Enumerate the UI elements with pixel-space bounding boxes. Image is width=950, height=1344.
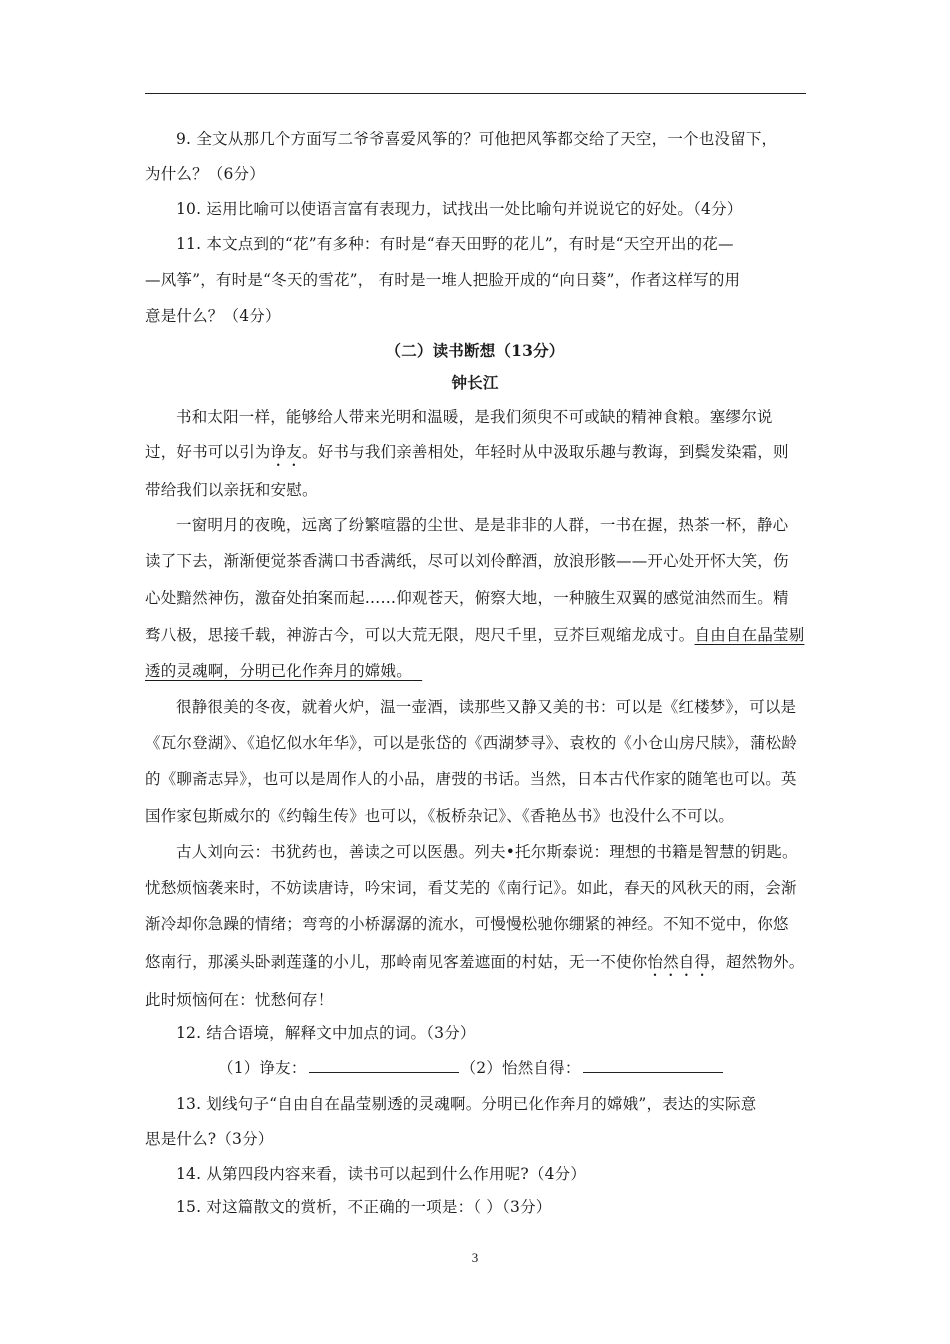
question-11-line-2: —风筝”，有时是“冬天的雪花”， 有时是一堆人把脸开成的“向日葵”，作者这样写的用	[145, 271, 741, 289]
question-13-line-1: 13. 划线句子“自由自在晶莹剔透的灵魂啊。分明已化作奔月的嫦娥”，表达的实际意	[176, 1095, 757, 1113]
answer-blank-1[interactable]	[309, 1071, 459, 1073]
underlined-sentence-part-1: 自由自在晶莹剔	[694, 626, 805, 644]
paragraph-4-line-1: 古人刘向云：书犹药也，善读之可以医愚。列夫•托尔斯泰说：理想的书籍是智慧的钥匙。	[176, 843, 798, 861]
question-10: 10. 运用比喻可以使语言富有表现力，试找出一处比喻句并说说它的好处。（4分）	[176, 200, 743, 218]
answer-blank-2[interactable]	[583, 1071, 723, 1073]
paragraph-4-line-4: 悠南行，那溪头卧剥莲蓬的小儿，那岭南见客羞遮面的村姑，无一不使你怡然自得，超然物外。	[145, 953, 805, 971]
paragraph-4-line-3: 渐冷却你急躁的情绪；弯弯的小桥潺潺的流水，可慢慢松驰你绷紧的神经。不知不觉中，你悠	[145, 915, 789, 933]
paragraph-3-line-2: 《瓦尔登湖》、《追忆似水年华》，可以是张岱的《西湖梦寻》、袁枚的《小仓山房尺牍》，蒲松龄	[145, 734, 798, 752]
question-12-answers: （1）诤友： （2）怡然自得：	[218, 1057, 810, 1079]
paragraph-2-line-4: 骛八极，思接千载，神游古今，可以大荒无限，咫尺千里，豆芥巨观缩龙成寸。自由自在晶莹剔	[145, 626, 805, 644]
paragraph-1-line-2: 过，好书可以引为诤友。好书与我们亲善相处，年轻时从中汲取乐趣与教诲，到鬓发染霜，则	[145, 443, 789, 461]
question-9-line-1: 9. 全文从那几个方面写二爷爷喜爱风筝的？可他把风筝都交给了天空，一个也没留下，	[176, 130, 778, 148]
section-title: （二）读书断想（13分）	[385, 341, 565, 360]
underlined-sentence-part-2: 透的灵魂啊，分明已化作奔月的嫦娥。	[145, 662, 412, 680]
question-12: 12. 结合语境，解释文中加点的词。（3分）	[176, 1024, 476, 1042]
dotted-word-zhengyou: 诤友	[270, 443, 303, 461]
paragraph-1-line-1: 书和太阳一样，能够给人带来光明和温暖，是我们须臾不可或缺的精神食粮。塞缪尔说	[176, 408, 773, 426]
paragraph-2-line-5	[145, 660, 810, 682]
question-14: 14. 从第四段内容来看，读书可以起到什么作用呢?（4分）	[176, 1165, 587, 1183]
header-rule	[145, 93, 806, 94]
paragraph-1-line-3: 带给我们以亲抚和安慰。	[145, 481, 318, 499]
paragraph-4-line-2: 忧愁烦恼袭来时，不妨读唐诗，吟宋词，看艾芜的《南行记》。如此，春天的风秋天的雨，会渐	[145, 879, 797, 897]
paragraph-3-line-3: 的《聊斋志异》，也可以是周作人的小品，唐弢的书话。当然，日本古代作家的随笔也可以。英	[145, 770, 797, 788]
question-11-line-1: 11. 本文点到的“花”有多种：有时是“春天田野的花儿”，有时是“天空开出的花—	[176, 235, 734, 253]
question-13-line-2: 思是什么?（3分）	[145, 1130, 274, 1148]
question-9-line-2: 为什么？（6分）	[145, 165, 265, 183]
paragraph-2-line-3: 心处黯然神伤，激奋处拍案而起……仰观苍天，俯察大地，一种腋生双翼的感觉油然而生。精	[145, 589, 789, 607]
question-11-line-3: 意是什么？（4分）	[145, 307, 281, 325]
question-15: 15. 对这篇散文的赏析，不正确的一项是：（ ）（3分）	[176, 1198, 552, 1216]
dotted-word-yiranzide: 怡然自得	[647, 953, 711, 971]
paragraph-2-line-2: 读了下去，渐渐便觉茶香满口书香满纸，尽可以刘伶醉酒，放浪形骸——开心处开怀大笑，伤	[145, 552, 789, 570]
paragraph-2-line-1: 一窗明月的夜晚，远离了纷繁喧嚣的尘世、是是非非的人群，一书在握，热茶一杯，静心	[176, 516, 789, 534]
article-author: 钟长江	[451, 373, 499, 392]
paragraph-3-line-4: 国作家包斯威尔的《约翰生传》也可以，《板桥杂记》、《香艳丛书》也没什么不可以。	[145, 807, 735, 825]
paragraph-4-line-5: 此时烦恼何在：忧愁何存！	[145, 991, 334, 1009]
page-number: 3	[471, 1250, 479, 1265]
paragraph-3-line-1: 很静很美的冬夜，就着火炉，温一壶酒，读那些又静又美的书：可以是《红楼梦》，可以是	[176, 698, 797, 716]
